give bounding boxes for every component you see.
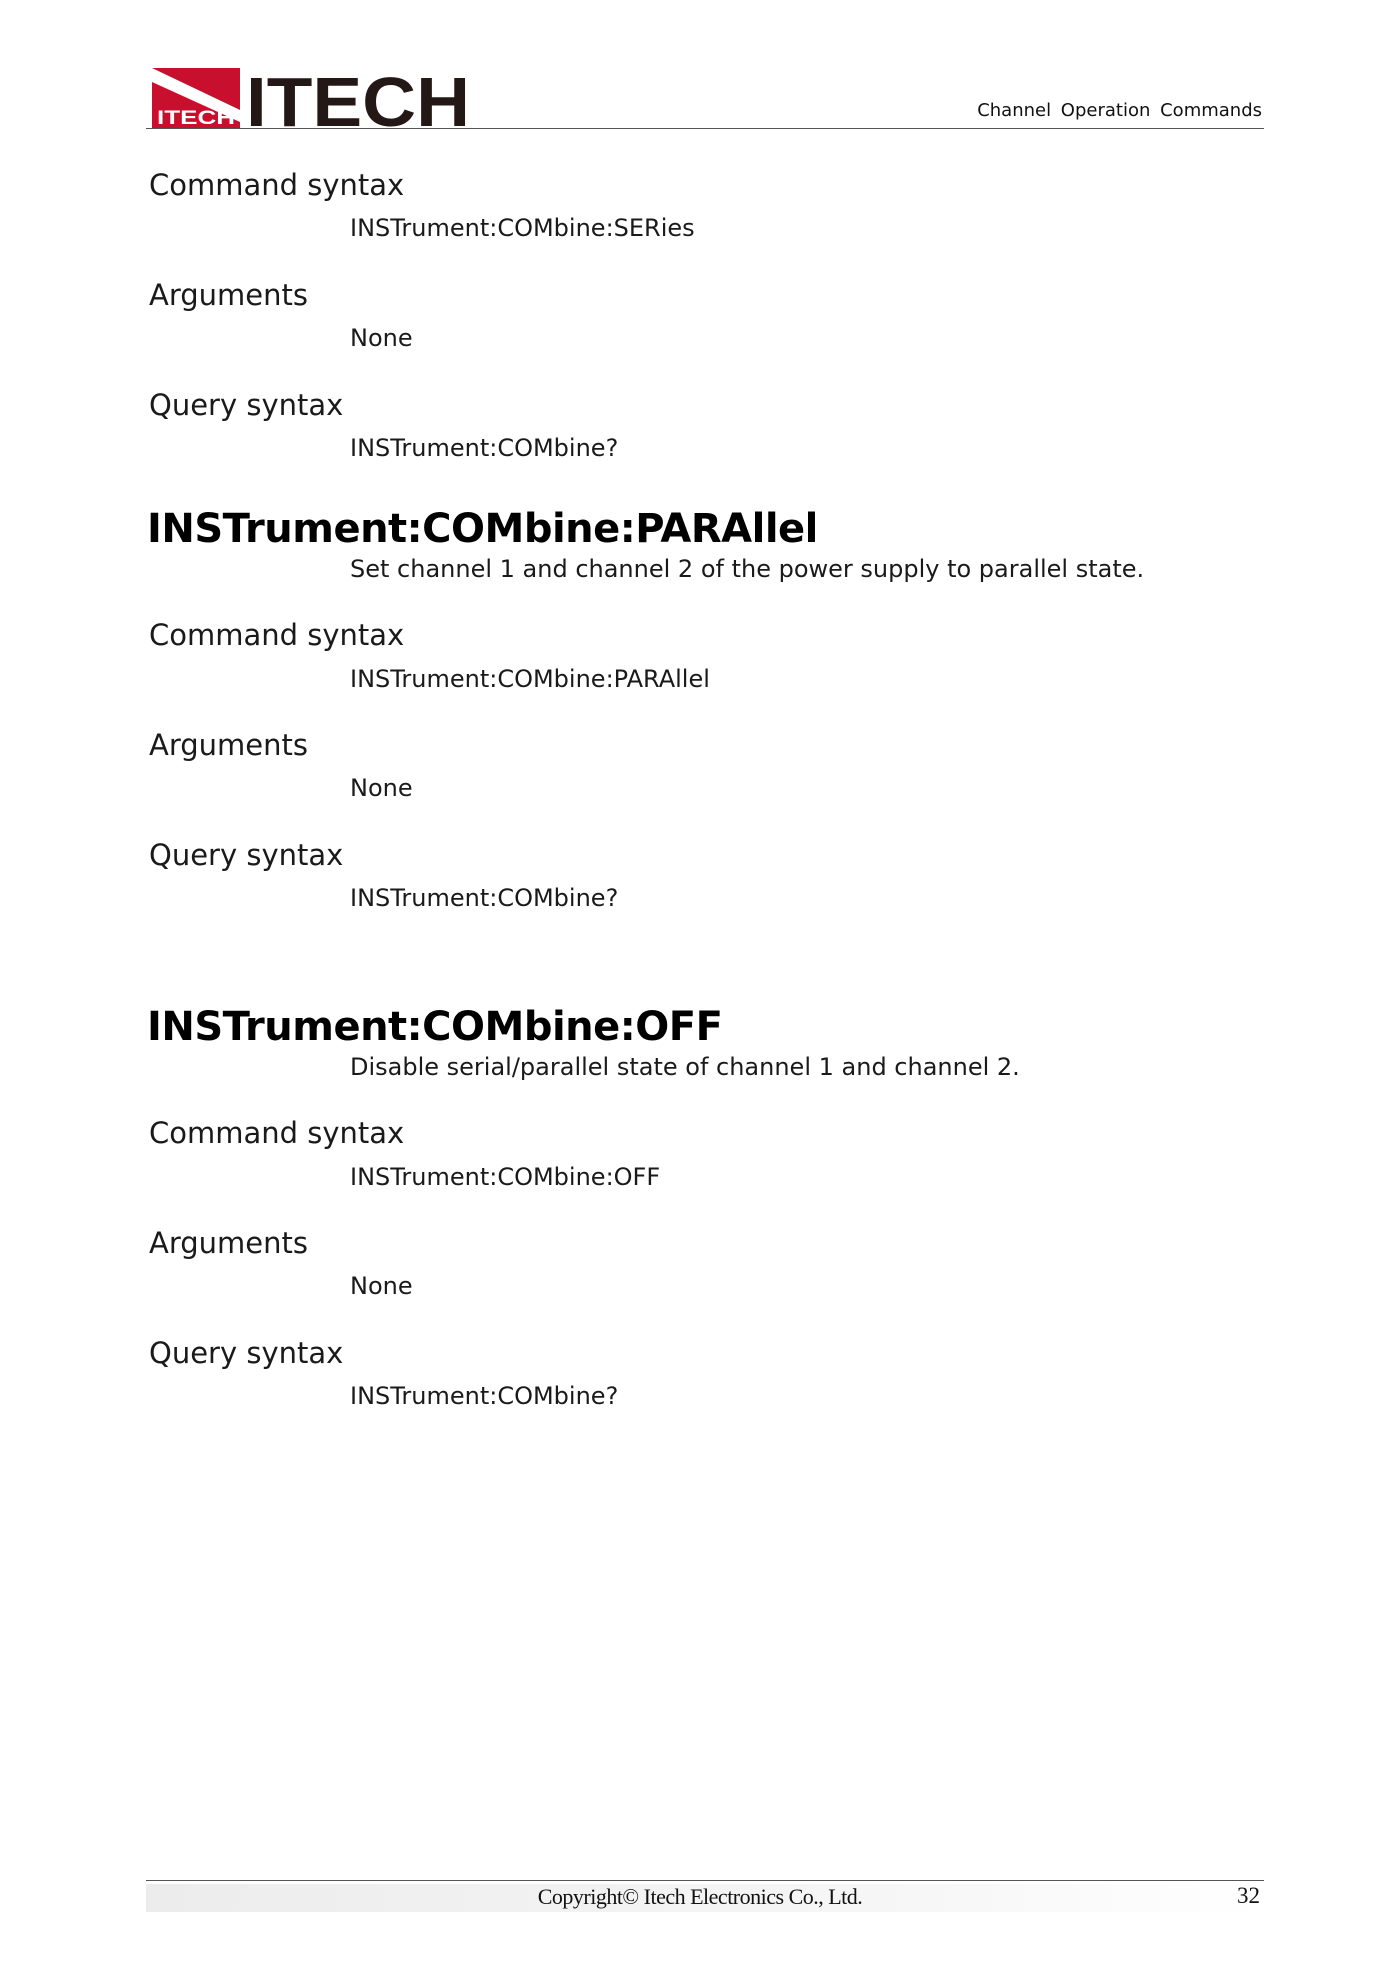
- command-syntax-value: INSTrument:COMbine:SERies: [350, 214, 695, 242]
- header-divider: [146, 128, 1264, 129]
- command-description: Disable serial/parallel state of channel 1 and channel 2.: [350, 1053, 1020, 1081]
- command-syntax-label: Command syntax: [149, 168, 405, 202]
- command-heading-parallel: INSTrument:COMbine:PARAllel: [147, 506, 818, 552]
- query-syntax-value: INSTrument:COMbine?: [350, 884, 619, 912]
- arguments-value: None: [350, 324, 413, 352]
- query-syntax-value: INSTrument:COMbine?: [350, 434, 619, 462]
- query-syntax-label: Query syntax: [149, 1336, 344, 1370]
- command-syntax-value: INSTrument:COMbine:OFF: [350, 1163, 661, 1191]
- arguments-label: Arguments: [149, 1226, 308, 1260]
- header-section-title: Channel Operation Commands: [977, 100, 1262, 121]
- query-syntax-label: Query syntax: [149, 838, 344, 872]
- arguments-value: None: [350, 1272, 413, 1300]
- command-heading-off: INSTrument:COMbine:OFF: [147, 1004, 723, 1050]
- logo-small-text: ITECH: [157, 108, 235, 128]
- arguments-label: Arguments: [149, 728, 308, 762]
- command-syntax-value: INSTrument:COMbine:PARAllel: [350, 665, 710, 693]
- page-header: [146, 62, 1264, 128]
- command-syntax-label: Command syntax: [149, 1116, 405, 1150]
- command-description: Set channel 1 and channel 2 of the power supply to parallel state.: [350, 555, 1145, 583]
- query-syntax-value: INSTrument:COMbine?: [350, 1382, 619, 1410]
- itech-logo: [152, 68, 472, 128]
- logo-wordmark: ITECH: [246, 68, 470, 128]
- query-syntax-label: Query syntax: [149, 388, 344, 422]
- footer-copyright: Copyright© Itech Electronics Co., Ltd.: [537, 1884, 863, 1909]
- page-number: 32: [1237, 1883, 1260, 1908]
- command-syntax-label: Command syntax: [149, 618, 405, 652]
- arguments-label: Arguments: [149, 278, 308, 312]
- footer-divider: [146, 1880, 1264, 1881]
- arguments-value: None: [350, 774, 413, 802]
